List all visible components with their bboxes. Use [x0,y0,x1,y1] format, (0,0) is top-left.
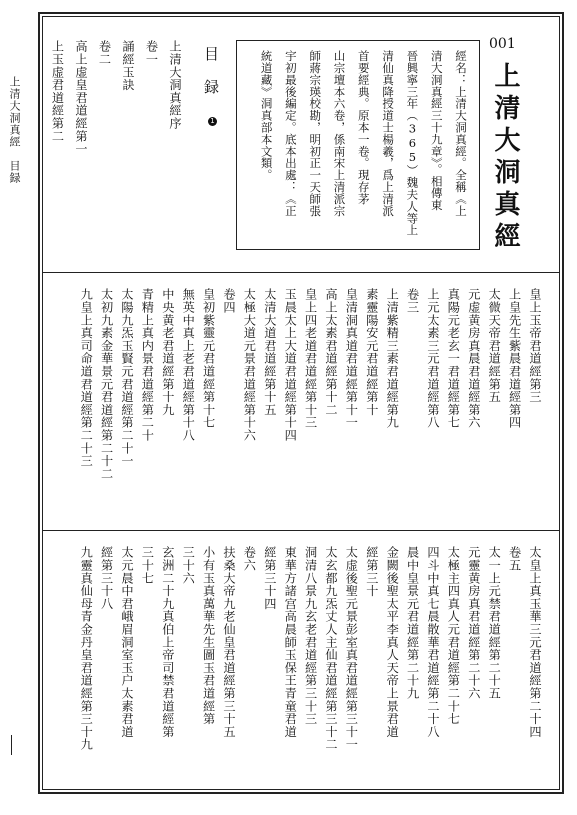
toc-entry: 卷五 [507,546,522,572]
toc-entry: 卷三 [405,288,420,314]
toc-entry: 東華方諸宫高晨師玉保王青童君道 [283,546,298,738]
toc-entry: 玄洲二十九真伯上帝司禁君道經第 [160,546,175,738]
toc-entry: 經第三十四 [262,546,277,610]
toc-entry: 高上虚皇君道經第一 [74,40,88,156]
toc-entry: 太極大道元景君道經第十六 [242,288,257,442]
note-line: 晉興寧三年（365）魏夫人等上 [405,50,420,236]
toc-entry: 素靈陽安元君道經第十 [364,288,379,416]
toc-entry: 經第三十 [364,546,379,598]
note-line: 首要經典。原本一卷。現存茅 [356,50,371,205]
toc-entry: 卷二 [97,40,112,66]
toc-entry: 上清大洞真經序 [168,40,182,130]
toc-entry: 卷四 [222,288,236,314]
toc-entry: 高上太素君道經第十二 [324,288,338,416]
toc-entry: 元靈黄房真君道經第二十六 [466,546,481,700]
note-line: 清大洞真經三十九章》。相傳東 [429,50,444,211]
toc-entry: 誦經玉訣 [121,40,135,92]
toc-entry: 上元太素三元君道經第八 [426,288,440,429]
toc-entry: 元虚黄房真晨君道經第六 [466,288,481,429]
toc-entry: 皇清洞真道君道經第十一 [344,288,359,429]
side-margin-label: 上清大洞真經 目録 [8,76,21,184]
toc-entry: 太清大道君道經第十五 [262,288,277,416]
toc-entry: 經第三十八 [99,546,114,610]
toc-entry: 上皇先生紫晨君道經第四 [507,288,522,429]
toc-entry: 三十七 [140,546,155,585]
toc-entry: 晨中皇景元君道經第二十九 [405,546,420,700]
toc-entry: 真陽元老玄一君道經第七 [446,288,461,429]
toc-entry: 太陽九炁玉賢元君道經第二十一 [120,288,134,468]
page-number: 001 [489,36,516,52]
toc-note-marker: 1 [208,117,217,126]
toc-entry: 太一上元禁君道經第二十五 [487,546,502,700]
note-line: 宇初最後編定。底本出處：《正 [283,50,298,217]
toc-entry: 太皇上真玉華三元君道經第二十四 [528,546,542,738]
toc-entry: 九靈真仙母青金丹皇君道經第三十九 [79,546,94,751]
section-divider-top [42,272,560,273]
note-line: 經名：上清大洞真經。全稱《上 [454,50,468,217]
toc-entry: 玉晨太上大道君道經第十四 [283,288,298,442]
toc-entry: 無英中真上老君道經第十八 [181,288,196,442]
toc-entry: 三十六 [181,546,196,585]
section-divider-bottom [42,530,560,531]
note-line: 清仙真降授道士楊羲，爲上清派 [381,50,396,217]
toc-entry: 皇上四老道君道經第十三 [303,288,318,429]
toc-entry: 上清紫精三素君道經第九 [385,288,400,429]
toc-entry: 九皇上真司命道君道經第二十三 [79,288,94,468]
toc-entry: 太極主四真人元君道經第二十七 [446,546,461,726]
toc-entry: 扶桑大帝九老仙皇君道經第三十五 [222,546,236,738]
toc-entry: 金闕後聖太平李真人天帝上景君道 [385,546,400,738]
toc-entry: 中央黄老君道經第十九 [160,288,175,416]
toc-entry: 太元晨中君峨眉洞室玉户太素君道 [120,546,134,738]
toc-entry: 上玉虚君道經第二 [50,40,65,143]
note-line: 山宗壇本六卷，係南宋上清派宗 [332,50,347,217]
book-title: 上清大洞真經 [490,62,520,254]
toc-entry: 洞清八景九玄老君道經第三十三 [303,546,318,726]
toc-entry: 皇初紫靈元君道經第十七 [201,288,216,429]
toc-entry: 太初九素金華景元君道經第二十二 [99,288,114,480]
toc-entry: 青精上真内景君道經第二十 [140,288,155,442]
toc-entry: 小有玉真萬華先生圖玉君道經第 [201,546,216,726]
note-line: 師蔣宗瑛校勘，明初正一天師張 [308,50,323,217]
side-margin-mark [11,735,12,755]
toc-entry: 太虚後聖元景彭室真君道經第三十一 [344,546,359,751]
toc-entry: 卷一 [144,40,159,66]
toc-heading: 目録 [202,46,220,112]
toc-entry: 卷六 [242,546,257,572]
toc-entry: 皇上玉帝君道經第三 [528,288,542,404]
toc-entry: 太微天帝君道經第五 [487,288,502,404]
note-line: 統道藏》洞真部本文類。 [259,50,274,181]
toc-entry: 四斗中真七晨散華君道經第二十八 [426,546,440,738]
toc-entry: 太玄都九炁丈人主仙君道經第三十二 [324,546,338,751]
